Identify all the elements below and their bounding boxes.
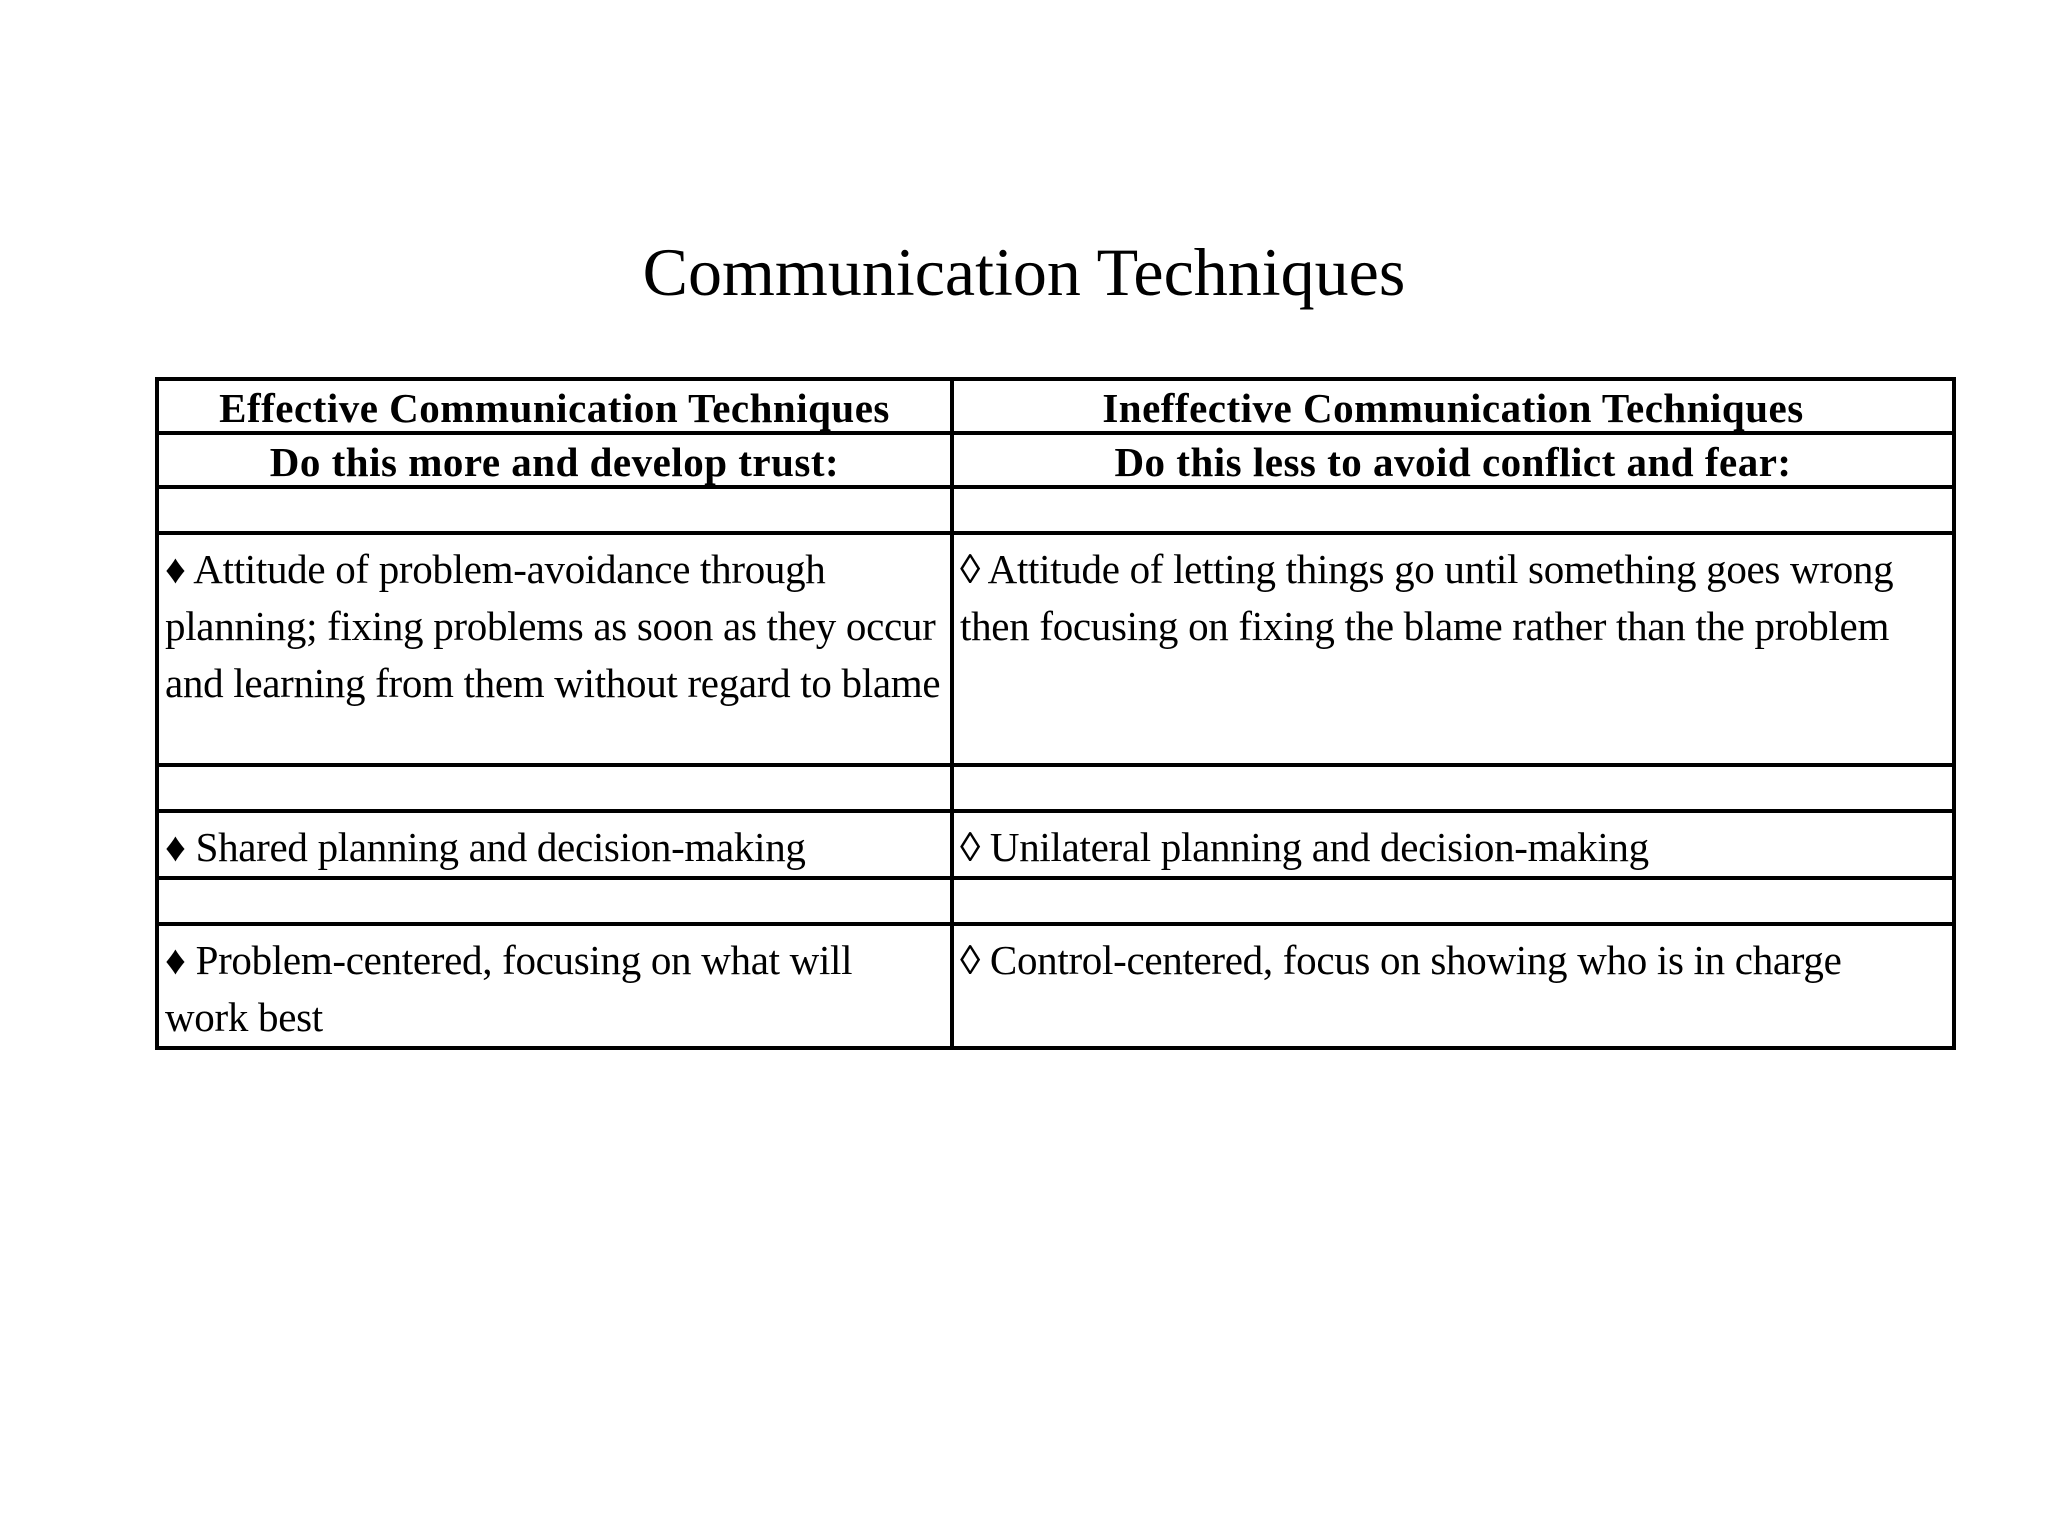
empty-cell — [952, 487, 1954, 533]
effective-technique-cell: ♦ Attitude of problem-avoidance through planning; fixing problems as soon as they occur and learning from them without regard to blame — [157, 533, 952, 765]
effective-column-subheader: Do this more and develop trust: — [157, 433, 952, 487]
ineffective-technique-cell: ◊ Attitude of letting things go until something goes wrong then focusing on fixing the blame rather than the problem — [952, 533, 1954, 765]
empty-cell — [952, 878, 1954, 924]
ineffective-technique-cell: ◊ Control-centered, focus on showing who is in charge — [952, 924, 1954, 1048]
table-row — [157, 533, 1954, 765]
ineffective-technique-cell: ◊ Unilateral planning and decision-making — [952, 811, 1954, 878]
spacer-row — [157, 487, 1954, 533]
empty-cell — [952, 765, 1954, 811]
page-title: Communication Techniques — [642, 234, 1406, 310]
empty-cell — [157, 487, 952, 533]
effective-technique-cell: ♦ Shared planning and decision-making — [157, 811, 952, 878]
table-row — [157, 924, 1954, 1048]
empty-cell — [157, 878, 952, 924]
effective-column-header: Effective Communication Techniques — [157, 379, 952, 433]
techniques-table — [155, 377, 1956, 1050]
ineffective-column-subheader: Do this less to avoid conflict and fear: — [952, 433, 1954, 487]
empty-cell — [157, 765, 952, 811]
subheader-row — [157, 433, 1954, 487]
effective-technique-cell: ♦ Problem-centered, focusing on what will work best — [157, 924, 952, 1048]
spacer-row — [157, 765, 1954, 811]
table-row — [157, 811, 1954, 878]
ineffective-column-header: Ineffective Communication Techniques — [952, 379, 1954, 433]
spacer-row — [157, 878, 1954, 924]
header-row — [157, 379, 1954, 433]
